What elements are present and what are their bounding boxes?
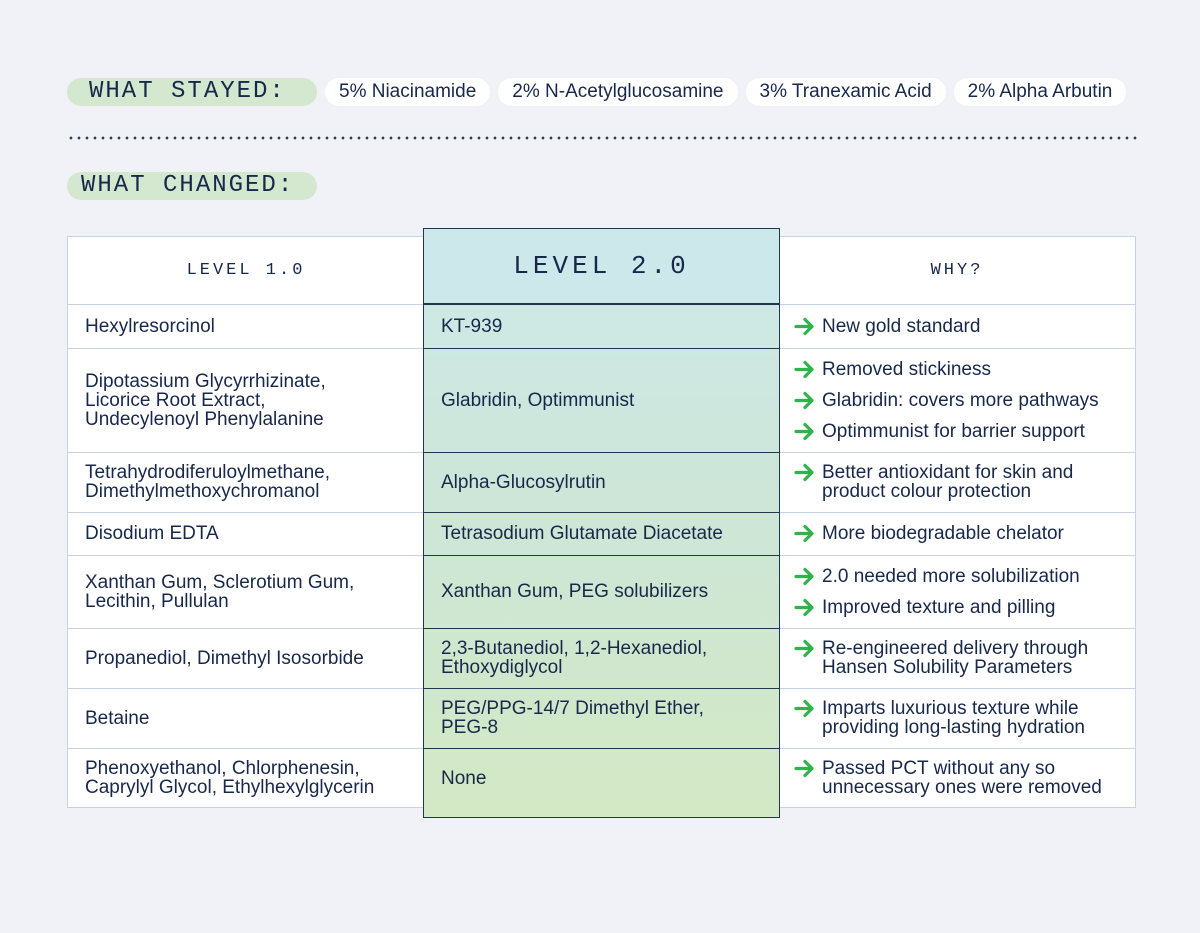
why-cell xyxy=(794,748,1130,808)
level1-cell: Hexylresorcinol xyxy=(85,315,215,337)
why-text: 2.0 needed more solubilization xyxy=(822,565,1080,587)
stayed-chip: 3% Tranexamic Acid xyxy=(746,78,946,106)
why-item xyxy=(794,639,1088,677)
arrow-right-icon xyxy=(794,422,816,441)
level1-cell: Disodium EDTA xyxy=(85,523,219,544)
why-list xyxy=(794,639,1088,677)
why-text: Optimmunist for barrier support xyxy=(822,420,1085,442)
why-text: Imparts luxurious texture while providing long-lasting hydration xyxy=(822,698,1085,738)
level1-header: LEVEL 1.0 xyxy=(186,260,306,280)
level2-cell: 2,3-Butanediol, 1,2-Hexanediol, Ethoxydiglycol xyxy=(441,638,708,678)
why-cell xyxy=(794,628,1130,688)
why-text: Re-engineered delivery through Hansen Solubility Parameters xyxy=(822,638,1089,678)
arrow-right-icon xyxy=(794,639,816,658)
why-item xyxy=(794,567,1080,586)
dotted-divider xyxy=(67,136,1137,140)
arrow-right-icon xyxy=(794,391,816,410)
why-list xyxy=(794,360,1099,441)
arrow-right-icon xyxy=(794,598,816,617)
level2-cell: PEG/PPG-14/7 Dimethyl Ether, PEG-8 xyxy=(441,698,704,738)
level2-header: LEVEL 2.0 xyxy=(423,228,780,304)
arrow-right-icon xyxy=(794,567,816,586)
level2-cell: None xyxy=(441,767,487,789)
stayed-chip: 2% Alpha Arbutin xyxy=(954,78,1127,106)
level2-cell: KT-939 xyxy=(441,315,503,337)
why-list xyxy=(794,463,1073,501)
why-list xyxy=(794,567,1080,617)
why-item xyxy=(794,699,1085,737)
why-list xyxy=(794,759,1102,797)
why-header: WHY? xyxy=(930,260,984,280)
level2-cell: Glabridin, Optimmunist xyxy=(441,389,635,411)
why-list xyxy=(794,699,1085,737)
why-text: More biodegradable chelator xyxy=(822,523,1064,544)
what-stayed-label: WHAT STAYED: xyxy=(67,78,317,106)
arrow-right-icon xyxy=(794,463,816,482)
why-item xyxy=(794,422,1099,441)
level1-cell: Betaine xyxy=(85,707,150,729)
level1-cell: Phenoxyethanol, Chlorphenesin, Caprylyl Glycol, Ethylhexylglycerin xyxy=(85,758,375,798)
why-item xyxy=(794,391,1099,410)
stayed-ingredients xyxy=(325,78,1126,106)
stayed-chip: 5% Niacinamide xyxy=(325,78,490,106)
why-text: Removed stickiness xyxy=(822,358,991,380)
level2-cell: Tetrasodium Glutamate Diacetate xyxy=(441,523,723,544)
level2-cell: Xanthan Gum, PEG solubilizers xyxy=(441,581,709,602)
why-item xyxy=(794,759,1102,797)
why-cell xyxy=(794,304,1130,348)
why-item xyxy=(794,524,1064,543)
level1-cell: Propanediol, Dimethyl Isosorbide xyxy=(85,647,364,669)
arrow-right-icon xyxy=(794,524,816,543)
level1-cell: Tetrahydrodiferuloylmethane, Dimethylmethoxychromanol xyxy=(85,462,331,502)
arrow-right-icon xyxy=(794,360,816,379)
why-item xyxy=(794,360,1099,379)
why-list xyxy=(794,317,980,336)
level1-cell: Dipotassium Glycyrrhizinate, Licorice Root Extract, Undecylenoyl Phenylalanine xyxy=(85,370,326,430)
why-cell xyxy=(794,688,1130,748)
level1-cell: Xanthan Gum, Sclerotium Gum, Lecithin, Pullulan xyxy=(85,571,355,612)
why-cell xyxy=(794,512,1130,555)
why-text: Glabridin: covers more pathways xyxy=(822,389,1099,411)
arrow-right-icon xyxy=(794,699,816,718)
why-text: Better antioxidant for skin and product colour protection xyxy=(822,462,1074,502)
why-text: New gold standard xyxy=(822,315,981,337)
why-cell xyxy=(794,555,1130,628)
why-item xyxy=(794,598,1080,617)
why-list xyxy=(794,524,1064,543)
why-text: Passed PCT without any so unnecessary ones were removed xyxy=(822,758,1102,798)
level2-cell: Alpha-Glucosylrutin xyxy=(441,471,606,493)
arrow-right-icon xyxy=(794,759,816,778)
stayed-chip: 2% N-Acetylglucosamine xyxy=(498,78,737,106)
why-item xyxy=(794,463,1073,501)
why-item xyxy=(794,317,980,336)
why-cell xyxy=(794,348,1130,452)
arrow-right-icon xyxy=(794,317,816,336)
why-text: Improved texture and pilling xyxy=(822,596,1056,618)
why-cell xyxy=(794,452,1130,512)
what-changed-label: WHAT CHANGED: xyxy=(67,172,317,200)
